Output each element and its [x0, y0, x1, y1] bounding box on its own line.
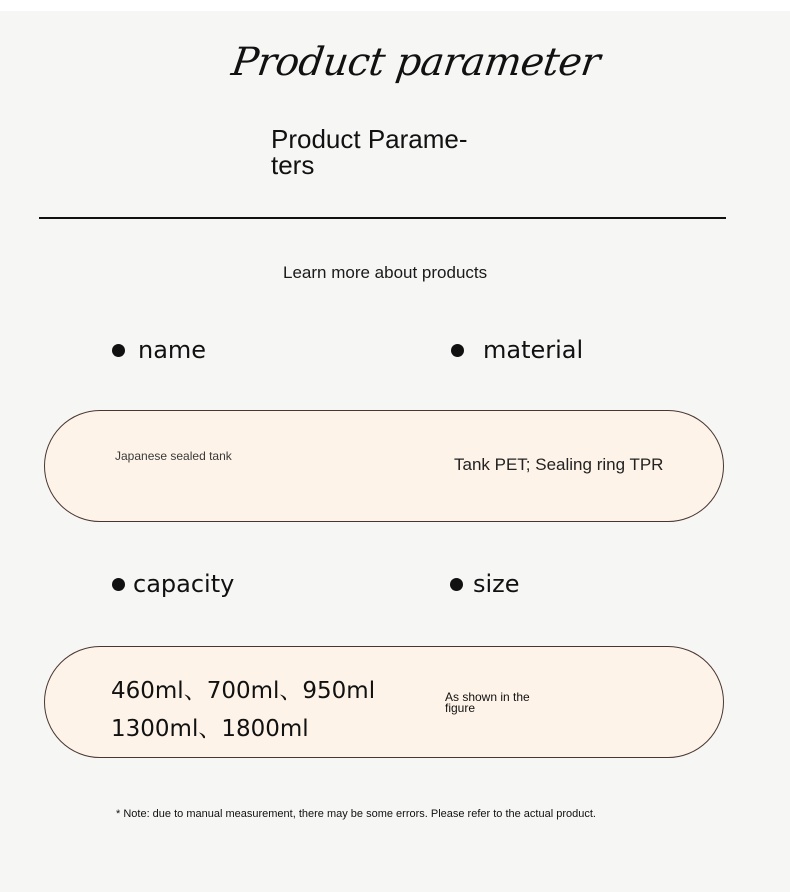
header-divider	[39, 217, 726, 219]
param-label-size	[450, 570, 520, 598]
bullet-icon	[112, 344, 125, 357]
page-title-script: Product parameter	[228, 40, 603, 85]
param-value-capacity	[111, 672, 375, 748]
param-label-name-text: name	[138, 336, 207, 364]
page-subtitle: Product Parame-ters	[271, 124, 468, 180]
param-label-material-text: material	[483, 336, 584, 364]
param-value-material: Tank PET; Sealing ring TPR	[454, 455, 664, 474]
param-value-name: Japanese sealed tank	[115, 449, 232, 463]
bullet-icon	[112, 578, 125, 591]
param-label-size-text: size	[473, 570, 520, 598]
param-label-material	[451, 336, 583, 364]
bullet-icon	[450, 578, 463, 591]
top-band	[0, 0, 790, 11]
param-label-capacity-text: capacity	[133, 570, 235, 598]
param-label-capacity	[112, 570, 234, 598]
param-label-name	[112, 336, 206, 364]
param-value-pill-capacity-size	[44, 646, 724, 758]
learn-more-text: Learn more about products	[283, 263, 488, 282]
param-value-pill-name-material	[44, 410, 724, 522]
capacity-line-2: 1300ml、1800ml	[111, 716, 309, 742]
param-value-size: As shown in the figure	[445, 690, 530, 715]
measurement-note: * Note: due to manual measurement, there may be some errors. Please refer to the actual product.	[116, 808, 596, 820]
capacity-line-1: 460ml、700ml、950ml	[111, 678, 376, 704]
bullet-icon	[451, 344, 464, 357]
